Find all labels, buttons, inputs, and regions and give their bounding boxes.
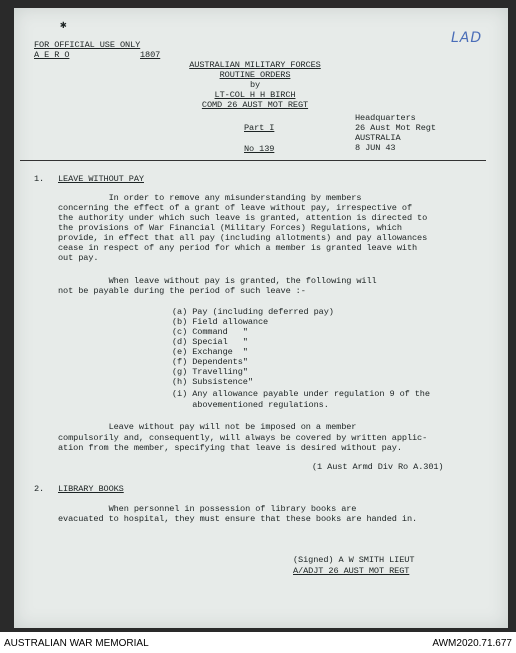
divider-line [20, 160, 486, 161]
list-item: (a) Pay (including deferred pay) [172, 307, 334, 317]
signature-name: (Signed) A W SMITH LIEUT [293, 555, 415, 565]
official-use-label: FOR OFFICIAL USE ONLY [34, 40, 141, 50]
section-1-para1-line: the authority under which such leave is granted, attention is directed to [58, 213, 428, 223]
section-2-title: LIBRARY BOOKS [58, 484, 124, 494]
footer-source: AUSTRALIAN WAR MEMORIAL [4, 638, 149, 649]
list-item: abovementioned regulations. [172, 400, 329, 410]
officer-name: LT-COL H H BIRCH [214, 90, 296, 100]
orders-title: ROUTINE ORDERS [219, 70, 291, 80]
section-1-para2-line: not be payable during the period of such leave :- [58, 286, 306, 296]
hq-date: 8 JUN 43 [355, 143, 396, 153]
ink-mark: ✱ [60, 20, 67, 32]
force-title: AUSTRALIAN MILITARY FORCES [189, 60, 321, 70]
section-1-title: LEAVE WITHOUT PAY [58, 174, 144, 184]
list-item: (b) Field allowance [172, 317, 269, 327]
section-1-para3-line: compulsorily and, consequently, will always be covered by written applic- [58, 433, 428, 443]
list-item: (g) Travelling" [172, 367, 248, 377]
list-item: (f) Dependents" [172, 357, 248, 367]
part-label: Part I [244, 123, 275, 133]
hq-label: Headquarters [355, 113, 416, 123]
list-item: (d) Special " [172, 337, 248, 347]
section-2-para1-line: When personnel in possession of library books are [58, 504, 357, 514]
list-item: (h) Subsistence" [172, 377, 253, 387]
section-1-para2-line: When leave without pay is granted, the following will [58, 276, 377, 286]
hq-regt: 26 Aust Mot Regt [355, 123, 436, 133]
section-1-para1-line: concerning the effect of a grant of leave without pay, irrespective of [58, 203, 412, 213]
aero-number: 1807 [140, 50, 161, 60]
list-item: (e) Exchange " [172, 347, 248, 357]
list-item: (i) Any allowance payable under regulation 9 of the [172, 389, 430, 399]
section-2-para1-line: evacuated to hospital, they must ensure that these books are handed in. [58, 514, 418, 524]
section-1-para1-line: the provisions of War Financial (Military Forces) Regulations, which [58, 223, 402, 233]
section-1-para1-line: In order to remove any misunderstanding by members [58, 193, 362, 203]
section-1-para3-line: ation from the member, specifying that leave is desired without pay. [58, 443, 402, 453]
aero-label: A E R O [34, 50, 70, 60]
section-1-reference: (1 Aust Armd Div Ro A.301) [312, 462, 444, 472]
section-1-number: 1. [34, 174, 45, 184]
section-2-number: 2. [34, 484, 45, 494]
handwritten-annotation: LAD [451, 30, 483, 46]
command-line: COMD 26 AUST MOT REGT [201, 100, 309, 110]
signature-title: A/ADJT 26 AUST MOT REGT [293, 566, 410, 576]
hq-country: AUSTRALIA [355, 133, 401, 143]
order-number: No 139 [244, 144, 275, 154]
section-1-para3-line: Leave without pay will not be imposed on a member [58, 422, 357, 432]
list-item: (c) Command " [172, 327, 248, 337]
by-line: by [249, 80, 261, 90]
footer-accession: AWM2020.71.677 [432, 638, 512, 649]
section-1-para1-line: out pay. [58, 253, 99, 263]
section-1-para1-line: cease in respect of any period for which a member is granted leave with [58, 243, 418, 253]
section-1-para1-line: provide, in effect that all pay (including allotments) and pay allowances [58, 233, 428, 243]
